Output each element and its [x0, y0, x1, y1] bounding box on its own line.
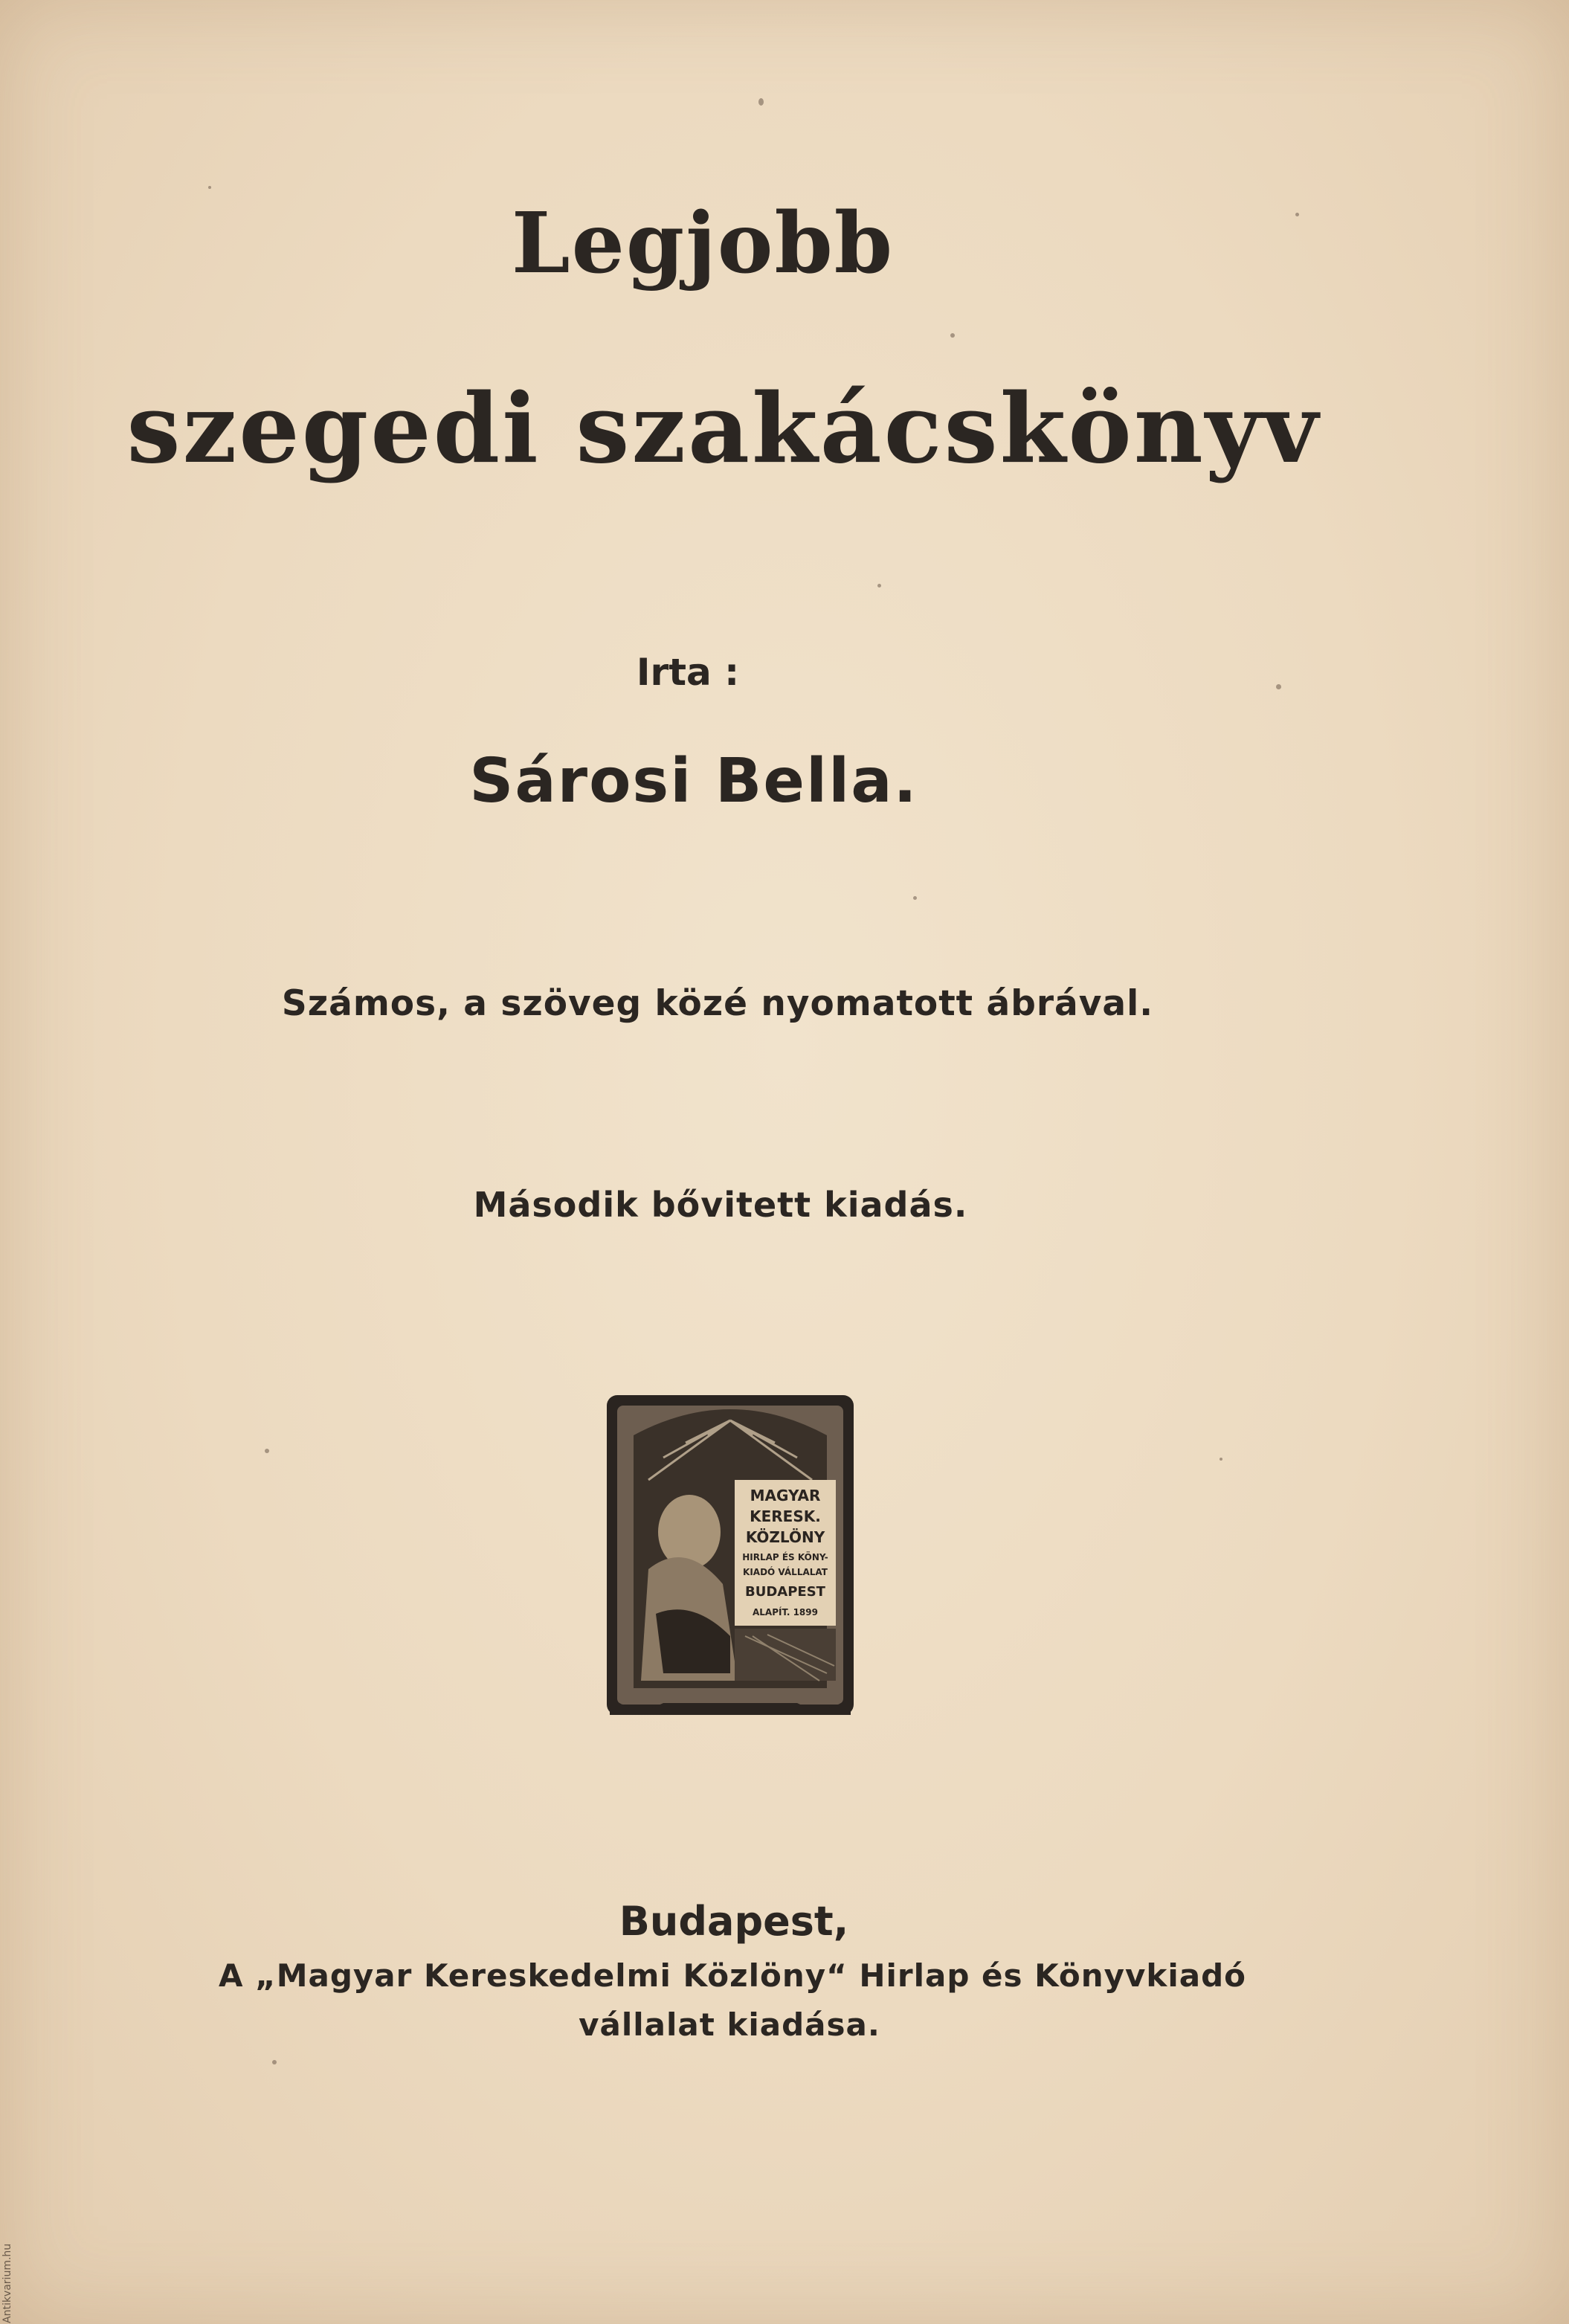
paper-speck: [265, 1449, 269, 1453]
paper-speck: [950, 333, 955, 338]
emblem-text-line: KERESK.: [750, 1507, 821, 1525]
book-title-line-1: Legjobb: [511, 195, 895, 292]
author-name: Sárosi Bella.: [469, 746, 918, 817]
imprint-publisher-continued: vállalat kiadása.: [579, 2006, 880, 2043]
book-title-line-2: szegedi szakácskönyv: [126, 373, 1321, 485]
edition-note: Második bővitett kiadás.: [473, 1185, 968, 1225]
emblem-text-line: BUDAPEST: [745, 1584, 825, 1600]
publisher-emblem-icon: [604, 1391, 857, 1719]
emblem-text-line: HIRLAP ÉS KÖNY-: [742, 1552, 828, 1562]
imprint-publisher: A „Magyar Kereskedelmi Közlöny“ Hirlap és Könyvkiadó: [218, 1957, 1247, 1994]
author-label: Irta :: [636, 651, 740, 694]
paper-speck: [272, 2060, 277, 2064]
imprint-city: Budapest,: [619, 1898, 849, 1945]
paper-speck: [208, 186, 211, 189]
emblem-text-line: MAGYAR: [750, 1487, 821, 1504]
emblem-text-line: KÖZLÖNY: [745, 1528, 825, 1546]
emblem-text-line: ALAPÍT. 1899: [753, 1607, 818, 1618]
paper-speck: [877, 584, 881, 588]
paper-speck: [913, 896, 917, 900]
source-watermark: Antikvarium.hu: [1, 2243, 13, 2323]
paper-speck: [758, 98, 764, 106]
paper-speck: [1220, 1458, 1222, 1461]
emblem-text-line: KIADÓ VÁLLALAT: [743, 1567, 828, 1577]
subtitle: Számos, a szöveg közé nyomatott ábrával.: [281, 983, 1154, 1024]
